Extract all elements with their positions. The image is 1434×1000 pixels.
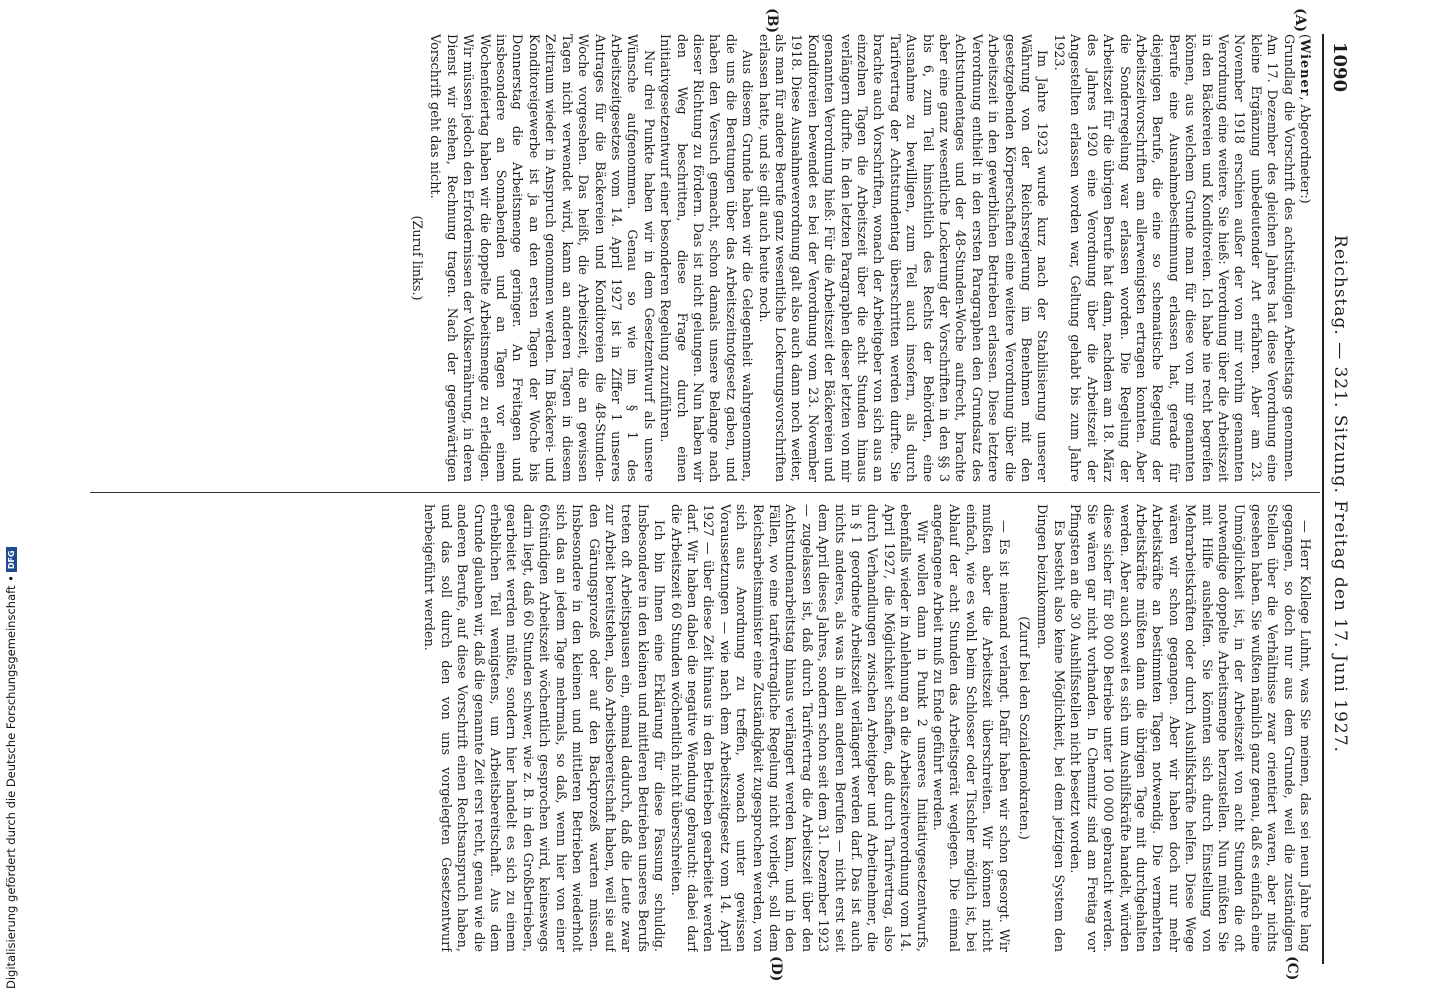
column-divider — [90, 492, 1320, 493]
speaker-line: (Wiener, Abgeordneter:) — [1297, 34, 1312, 204]
paragraph: Grundlag die Vorschrift des achtstündigen Arbeitstags genommen. Am 17. Dezember des gleichen Jahres hat diese Verordnung eine kleine Ergänzung unbedeutender Art erfahren. Aber am 23. November 1918 erschien außer der von mir vorhin genannten Verordnung eine weitere. Sie hieß: Verordnung über die Arbeitszeit in den Bäckereien und Konditoreien. Ich habe nie recht begreifen können, aus welchem Grunde man für diese von mir genannten Berufe eine Ausnahmebestimmung erlassen hat, gerade für diejenigen Berufe, die eine so schematische Regelung der Arbeitszeitvorschriften am allerwenigsten ertragen konnten. Aber die Sonderregelung war erlassen worden. Die Regelung der Arbeitszeit für die übrigen Berufe hat dann, nachdem am 18. März des Jahres 1920 eine Verordnung über die Arbeitszeit der Angestellten erlassen worden war, Geltung gehabt bis zum Jahre 1923. — [1050, 34, 1296, 482]
speaker-note: , Abgeordneter:) — [1297, 96, 1312, 204]
digitization-credit — [1, 550, 21, 994]
left-column — [92, 34, 1312, 482]
paragraph: — Es ist niemand verlangt. Dafür haben wir schon gesorgt. Wir mußten aber die Arbeitszeit überschreiten. Wir können nicht einfach, wie es wohl beim Schlosser oder Tischler möglich ist, bei Ablauf der acht Stunden das Arbeitsgerät weglegen. Die einmal angefangene Arbeit muß zu Ende geführt werden. — [930, 504, 1011, 952]
margin-mark-d: (D) — [768, 956, 784, 982]
dfg-logo: DFG — [6, 547, 17, 572]
interjection: (Zuruf links.) — [409, 215, 425, 301]
paragraph: Wir wollen dann in Punkt 2 unseres Initiativgesetzentwurfs, ebenfalls wieder in Anlehnung an die Arbeitszeitverordnung vom 14. April 1927, die Möglichkeit schaffen, daß durch Tarifvertrag, also durch Verhandlungen zwischen Arbeitgeber und Arbeitnehmer, die in § 1 geordnete Arbeitszeit verlängert werden darf. Das ist auch nichts anderes, als was in allen anderen Berufen — nicht erst seit dem April dieses Jahres, sondern schon seit dem 31. Dezember 1923 — zugelassen ist, daß durch Tarifvertrag die Arbeitszeit über den Achtstundenarbeitstag hinaus verlängert werden kann, und in den Fällen, wo eine tarifvertragliche Regelung nicht vorliegt, soll dem Reichsarbeitsminister eine Zuständigkeit zugesprochen werden, von sich aus Anordnung zu treffen, wonach unter gewissen Voraussetzungen — wie nach dem Arbeitszeitgesetz vom 14. April 1927 — über diese Zeit hinaus in den Betrieben gearbeitet werden darf. Wir haben dabei die negative Wendung gebraucht: dabei darf die Arbeitszeit 60 Stunden wöchentlich nicht überschreiten. — [667, 504, 929, 952]
paragraph: Nur drei Punkte haben wir in dem Gesetzentwurf als unsere Wünsche aufgenommen. Genau so wie im § 1 des Arbeitszeitgesetzes vom 14. April 1927 ist in Ziffer 1 unseres Antrages für die Bäckereien und Konditoreien die 48-Stunden-Woche vorgesehen. Das heißt, die Arbeitszeit, die an gewissen Tagen nicht verwendet wird, kann an anderen Tagen in diesem Zeitraum wieder in Anspruch genommen werden. Im Bäckerei- und Konditoreigewerbe ist ja an den ersten Tagen der Woche bis Donnerstag die Arbeitsmenge geringer. An Freitagen und insbesondere an Sonnabenden und an Tagen vor einem Wochenfeiertag haben wir die doppelte Arbeitsmenge zu erledigen. Wir müssen jedoch den Erfordernissen der Volksernährung, in deren Dienst wir stehen, Rechnung tragen. Nach der gegenwärtigen Vorschrift geht das nicht. — [427, 34, 656, 482]
digitization-credit-line — [4, 550, 18, 989]
running-title: Reichstag. — 321. Sitzung. Freitag den 17. Juni 1927. — [1330, 235, 1350, 753]
margin-mark-c: (C) — [1284, 956, 1300, 981]
paragraph: Im Jahre 1923 wurde kurz nach der Stabilisierung unserer Währung von der Reichsregierung im Benehmen mit den gesetzgebenden Körperschaften eine weitere Verordnung über die Arbeitszeit in den gewerblichen Betrieben erlassen. Diese letztere Verordnung enthielt in den ersten Paragraphen den Grundsatz des Achtstundentages und der 48-Stunden-Woche aufrecht, brachte aber eine ganz wesentliche Lockerung der Vorschriften in den §§ 3 bis 6, zum Teil hinsichtlich des Rechts der Behörden, eine Ausnahme zu bewilligen, zum Teil auch insofern, als durch Tarifvertrag der Achtstundentag überschritten werden durfte. Sie brachte auch Vorschriften, wonach der Arbeitgeber von sich aus an einzelnen Tagen die Arbeitszeit über die acht Stunden hinaus verlängern durfte. In den letzten Paragraphen dieser letzten von mir genannten Verordnung hieß: Für die Arbeitszeit der Bäckereien und Konditoreien bewendet es bei der Verordnung vom 23. November 1918. Diese Ausnahmeverordnung galt also auch dann noch weiter, als man für andere Berufe ganz wesentliche Lockerungsvorschriften erlassen hatte, und sie gilt auch heute noch. — [755, 34, 1050, 482]
page-header — [1322, 4, 1352, 984]
margin-mark-a: (A) — [1292, 8, 1308, 33]
interjection: (Zuruf bei den Sozialdemokraten.) — [1016, 616, 1032, 840]
paragraph: Ich bin Ihnen eine Erklärung für diese Fassung schuldig. Insbesondere in den kleinen und mittleren Betrieben unseres Berufs treten oft Arbeitspausen ein, einmal dadurch, daß die Leute zwar zur Arbeit bereitstehen, also Arbeitsbereitschaft haben, weil sie auf den Gärungsprozeß oder auf den Backprozeß warten müssen. Insbesondere in den kleinen und mittleren Betrieben wiederholt sich das an jedem Tage mehrmals, so daß, wenn hier von einer 60stündigen Arbeitszeit wöchentlich gesprochen wird, keineswegs darin liegt, daß 60 Stunden schwer, wie z. B. in den Großbetrieben, gearbeitet werden müßte, sondern hier handelt es sich zu einem erheblichen Teil wenigstens, um Arbeitsbereitschaft. Aus dem Grunde glauben wir, daß die genannte Zeit erst recht, genau wie die anderen Berufe, auf diese Vorschrift einen Rechtsanspruch haben, und das soll durch den von uns vorgelegten Gesetzentwurf herbeigeführt werden. — [421, 504, 667, 952]
header-rule — [1322, 34, 1324, 964]
paragraph: Es besteht also keine Möglichkeit, bei dem jetzigen System den Dingen beizukommen. — [1034, 504, 1066, 952]
credit-text: Digitalisierung gefördert durch die Deutsche Forschungsgemeinschaft • — [4, 575, 18, 989]
margin-mark-b: (B) — [764, 8, 780, 34]
page-number: 1090 — [1329, 42, 1350, 93]
speaker-name: Wiener — [1297, 39, 1312, 97]
paragraph: — Herr Kollege Luhnt, was Sie meinen, das sei neun Jahre lang gegangen, so doch nur aus dem Grunde, weil die zuständigen Stellen über die Verhältnisse zwar orientiert waren, aber nichts gesehen haben. Sie wußten nämlich ganz genau, daß es einfach eine Unmöglichkeit ist, in der Arbeitszeit von acht Stunden die oft notwendige doppelte Arbeitsmenge herzustellen. Nun müßten Sie mit Hilfe aushelfen. Sie könnten sich durch Einstellung von Mehrarbeitskräften oder durch Aushilfskräfte helfen. Diese Wege wären wir schon gegangen. Aber wir haben doch nur mehr Arbeitskräfte an bestimmten Tagen notwendig. Die vermehrten Arbeitskräfte müßten dann die übrigen Tage mit durchgehalten werden. Aber auch soweit es sich um Aushilfskräfte handelt, würden diese sicher für 80 000 Betriebe unter 100 000 gebraucht werden. Sie wären gar nicht vorhanden. In Chemnitz sind am Freitag vor Pfingsten an die 30 Aushilfsstellen nicht besetzt worden. — [1067, 504, 1312, 952]
paragraph: Aus diesem Grunde haben wir die Gelegenheit wahrgenommen, die uns die Beratungen über das Arbeitszeitnotgesetz gaben, und haben den Versuch gemacht, schon damals unsere Belange nach dieser Richtung zu fördern. Das ist nicht gelungen. Nun haben wir den Weg beschritten, diese Frage durch einen Initiativgesetzentwurf einer besonderen Regelung zuzuführen. — [657, 34, 755, 482]
right-column — [92, 504, 1312, 952]
rotated-page — [52, 4, 1352, 984]
